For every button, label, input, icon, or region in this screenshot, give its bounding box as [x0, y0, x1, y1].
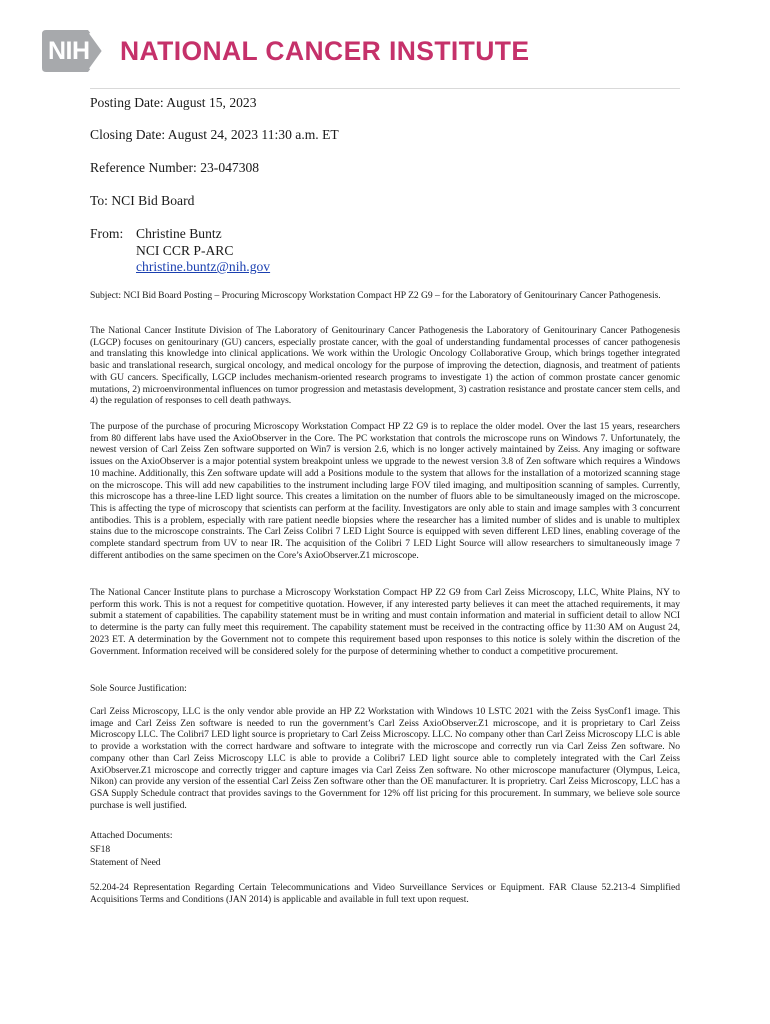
page-header — [0, 0, 770, 90]
paragraph-lgcp-overview: The National Cancer Institute Division of The Laboratory of Genitourinary Cancer Pathogenesis the Laboratory of Genitourinary Cancer Pathogenesis (LGCP) focuses on genitourinary (GU) cancers, especially prostate cancer, with the goal of understanding fundamental processes of cancer pathogenesis and translating this knowledge into clinical applications. We work within the Urologic Oncology Collaborative Group, which brings together integrated basic and translational research, surgical oncology, and medical oncology for the purpose of improving the detection, diagnosis, and treatment of patients with GU cancers. Specifically, LGCP includes mechanism-oriented research programs to investigate 1) the action of common prostate cancer genomic mutations, 2) microenvironmental influences on tumor progression and metastasis development, 3) castration resistance and prostate cancer stem cells, and 4) the regulation of responses to cell death pathways. — [90, 325, 680, 407]
subject-line — [90, 290, 680, 302]
paragraph-sole-source: Carl Zeiss Microscopy, LLC is the only vendor able provide an HP Z2 Workstation with Windows 10 LSTC 2021 with the Zeiss SysConf1 image. This image and Carl Zeiss Zen software is needed to run the government’s Carl Zeiss AxioObserver.Z1 microscope, and it is proprietary to Carl Zeiss Microscopy LLC. The Colibri7 LED light source is proprietary to Carl Zeiss Microscopy. LLC. No company other than Carl Zeiss Microscopy LLC is able to provide a workstation with the correct hardware and software to integrate with the microscope and correctly run via Carl Zeiss Zen software. No company other than Carl Zeiss Microscopy LLC is able to provide a Colibri7 LED light source able to completely integrated with the Carl Zeiss AxiObserver.Z1 microscope and correctly trigger and capture images via Carl Zeiss Zen software. No other microscope manufacturer (Olympus, Leica, Nikon) can provide any version of the essential Carl Zeiss Zen software other than the OE manufacturer. It is proprietry. Carl Zeiss Microscopy, LLC has a GSA Supply Schedule contract that provides savings to the Government for 12% off list pricing for this procurement. In summary, we believe sole source purchase is well justified. — [90, 706, 680, 811]
institute-name: NATIONAL CANCER INSTITUTE — [120, 36, 530, 66]
recipient: To: NCI Bid Board — [90, 193, 195, 208]
nih-mark: NIH — [48, 37, 90, 65]
sender-block — [136, 226, 270, 276]
nci-logo[interactable] — [42, 28, 529, 74]
sender-org: NCI CCR P-ARC — [136, 242, 234, 258]
sender-name: Christine Buntz — [136, 226, 222, 241]
from-label: From: — [90, 226, 124, 241]
attached-item: Statement of Need — [90, 857, 161, 868]
nih-badge-icon — [42, 30, 106, 72]
attached-documents — [90, 829, 680, 870]
paragraph-purchase-plan: The National Cancer Institute plans to purchase a Microscopy Workstation Compact HP Z2 G9 from Carl Zeiss Microscopy, LLC, White Plains, NY to perform this work. This is not a request for competitive quotation. However, if any interested party believes it can meet the attached requirements, it may submit a statement of capabilities. The capability statement must be in writing and must contain information and material in sufficient detail to allow NCI to determine is the party can fully meet this requirement. The capability statement must be received in the contracting office by 11:30 AM on August 24, 2023 ET. A determination by the Government not to compete this requirement based upon responses to this notice is solely within the discretion of the Government. Information received will be considered solely for the purpose of determining whether to conduct a competitive procurement. — [90, 587, 680, 657]
paragraph-far-clauses: 52.204-24 Representation Regarding Certain Telecommunications and Video Surveillance Services or Equipment. FAR Clause 52.213-4 Simplified Acquisitions Terms and Conditions (JAN 2014) is applicable and available in full text upon request. — [90, 882, 680, 905]
subject-text: Subject: NCI Bid Board Posting – Procuring Microscopy Workstation Compact HP Z2 G9 – for the Laboratory of Genitourinary Cancer Pathogenesis. — [90, 290, 661, 301]
attached-heading: Attached Documents: — [90, 830, 173, 841]
sole-source-heading: Sole Source Justification: — [90, 683, 187, 694]
paragraph-purchase-purpose: The purpose of the purchase of procuring Microscopy Workstation Compact HP Z2 G9 is to replace the older model. Over the last 15 years, researchers from 80 different labs have used the AxioObserver in the Core. The PC workstation that controls the microscope runs on Windows 7. Unfortunately, the newest version of Carl Zeiss Zen software supported on Win7 is version 2.6, which is no longer actively maintained by Zeiss. Any imaging or software issues on the AxioObserver is a major potential system breakpoint unless we upgrade to the newest version 3.8 of Zen software which requires a Windows 10 machine. Additionally, this Zen software update will add a Positions module to the system that allows for the installation of a motorized scanning stage on the microscope. This will add new capabilities to the instrument including large FOV tiled imaging, and multiposition scanning of samples. Currently, this microscope has a three-line LED light source. This creates a limitation on the number of fluors able to be simultaneously imaged on the microscope. This is affecting the type of microscopy that scientists can perform at the facility. Investigators are only able to stain and image samples with 3 concurrent antibodies. This is a problem, especially with rare patient needle biopsies where the researcher has a limited number of slides and is unable to multiplex stains due to the microscope constraints. The Carl Zeiss Colibri 7 LED Light Source is equipped with seven different LED lines, enabling coverage of the complete standard spectrum from UV to near IR. The acquisition of the Colibri 7 LED Light Source will allow researchers to simultaneously image 7 different antibodies on the same specimen on the Core’s AxioObserver.Z1 microscope. — [90, 421, 680, 561]
closing-date: Closing Date: August 24, 2023 11:30 a.m. ET — [90, 127, 339, 142]
posting-date: Posting Date: August 15, 2023 — [90, 95, 257, 110]
attached-item: SF18 — [90, 843, 111, 855]
header-divider — [90, 88, 680, 89]
reference-number: Reference Number: 23-047308 — [90, 160, 260, 175]
sender-email-link[interactable]: christine.buntz@nih.gov — [136, 259, 271, 274]
